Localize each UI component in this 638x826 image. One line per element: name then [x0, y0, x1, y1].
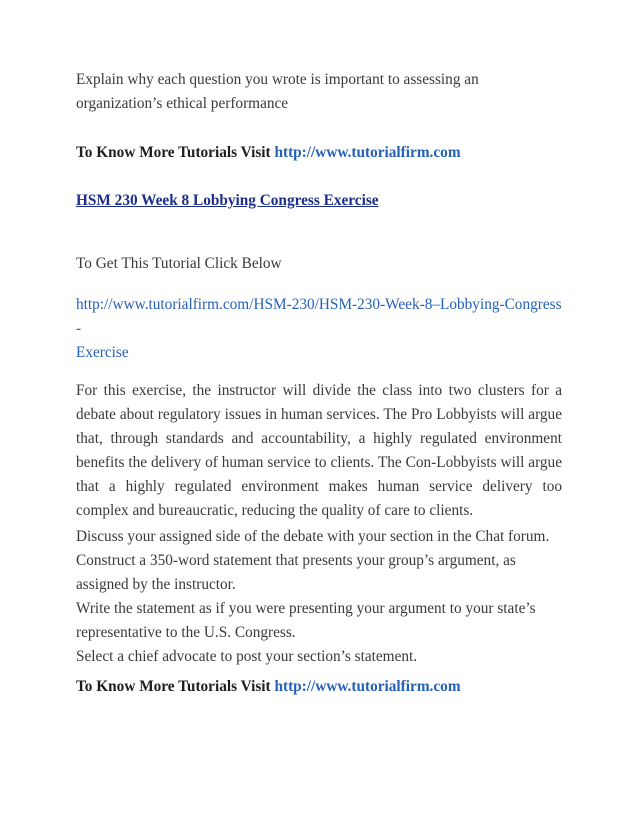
promo-bottom-label: To Know More Tutorials Visit	[76, 678, 275, 695]
instructions-block	[76, 525, 562, 669]
instruction-item: Discuss your assigned side of the debate with your section in the Chat forum.	[76, 528, 550, 545]
instruction-item: Select a chief advocate to post your section’s statement.	[76, 648, 418, 665]
promo-top-link[interactable]: http://www.tutorialfirm.com	[274, 144, 461, 161]
instruction-item: Write the statement as if you were presenting your argument to your state’s representative to the U.S. Congress.	[76, 600, 536, 641]
promo-bottom-line	[76, 675, 562, 699]
promo-bottom-link[interactable]: http://www.tutorialfirm.com	[274, 678, 461, 695]
intro-paragraph: Explain why each question you wrote is important to assessing an organization’s ethical performance	[76, 71, 479, 112]
cta-url-link-line2[interactable]: Exercise	[76, 344, 129, 361]
cta-url-paragraph	[76, 293, 562, 365]
tutorial-heading	[76, 189, 562, 213]
tutorial-heading-link[interactable]: HSM 230 Week 8 Lobbying Congress Exercise	[76, 192, 379, 209]
exercise-description-paragraph: For this exercise, the instructor will divide the class into two clusters for a debate about regulatory issues in human services. The Pro Lobbyists will argue that, through standards and accountability, a highly regulated environment benefits the delivery of human service to clients. The Con-Lobbyists will argue that a highly regulated environment makes human service delivery too complex and bureaucratic, reducing the quality of care to clients.	[76, 382, 562, 519]
cta-url-link-line1[interactable]: http://www.tutorialfirm.com/HSM-230/HSM-230-Week-8–Lobbying-Congress-	[76, 296, 562, 337]
cta-label: To Get This Tutorial Click Below	[76, 255, 282, 272]
promo-top-line	[76, 141, 562, 165]
promo-top-label: To Know More Tutorials Visit	[76, 144, 275, 161]
instruction-item: Construct a 350-word statement that presents your group’s argument, as assigned by the instructor.	[76, 552, 516, 593]
